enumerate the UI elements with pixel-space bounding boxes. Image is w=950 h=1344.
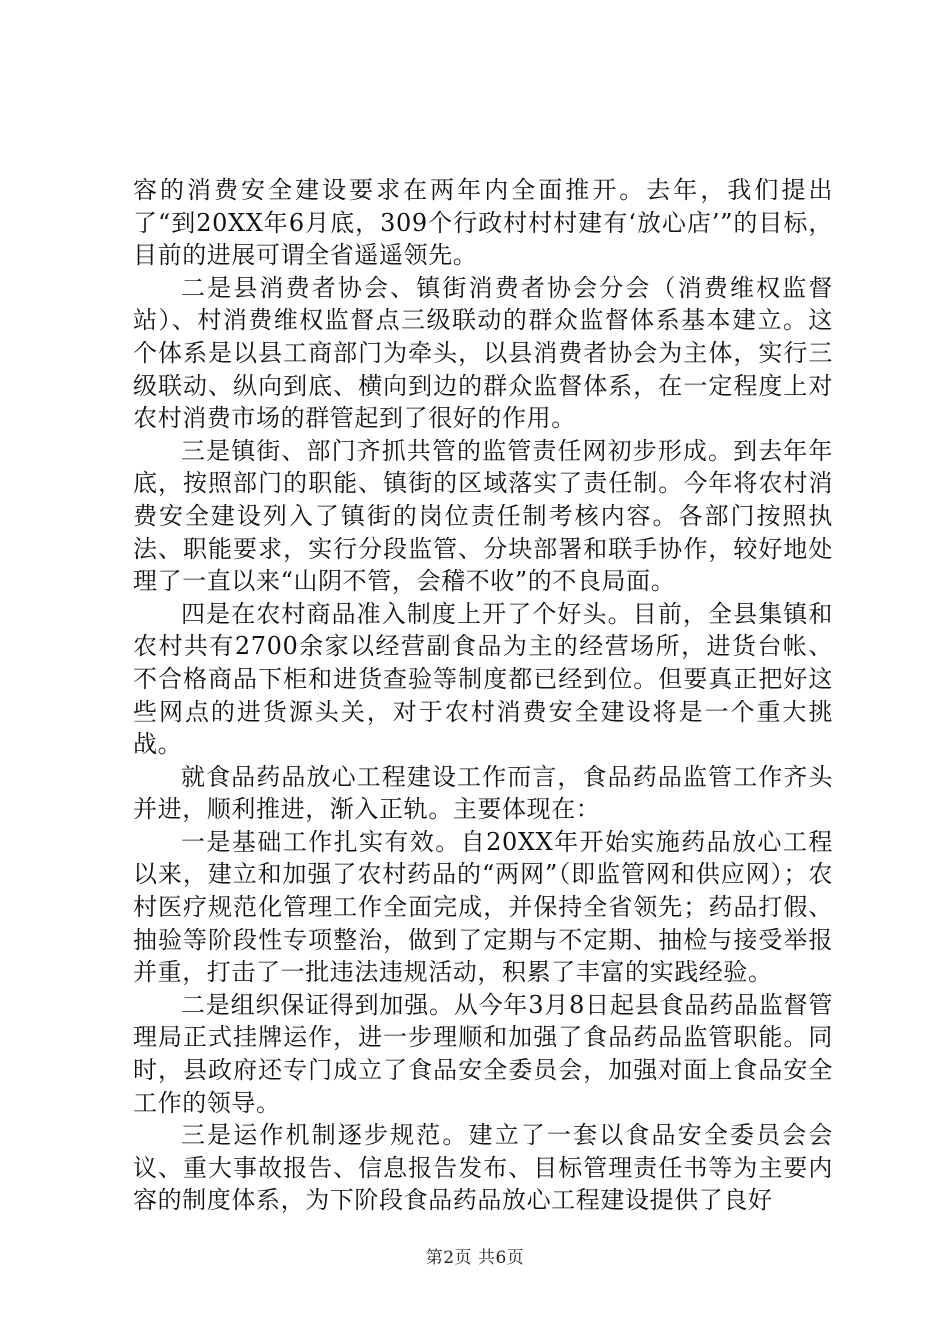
page-number-footer: 第2页 共6页 bbox=[425, 1248, 525, 1268]
document-body bbox=[133, 174, 833, 1217]
paragraph-organization: 二是组织保证得到加强。从今年3月8日起县食品药品监督管理局正式挂牌运作，进一步理顺和加强了食品药品监管职能。同时，县政府还专门成立了食品安全委员会，加强对面上食品安全工作的领导。 bbox=[133, 990, 833, 1117]
paragraph-food-drug-intro: 就食品药品放心工程建设工作而言，食品药品监管工作齐头并进，顺利推进，渐入正轨。主要体现在： bbox=[133, 762, 833, 824]
paragraph-basic-work: 一是基础工作扎实有效。自20XX年开始实施药品放心工程以来，建立和加强了农村药品的“两网”（即监管网和供应网）；农村医疗规范化管理工作全面完成，并保持全省领先；药品打假、抽验等阶段性专项整治，做到了定期与不定期、抽检与接受举报并重，打击了一批违法违规活动，积累了丰富的实践经验。 bbox=[133, 827, 833, 987]
paragraph-consumer-supervision: 二是县消费者协会、镇街消费者协会分会（消费维权监督站）、村消费维权监督点三级联动的群众监督体系基本建立。这个体系是以县工商部门为牵头，以县消费者协会为主体，实行三级联动、纵向到底、横向到边的群众监督体系，在一定程度上对农村消费市场的群管起到了很好的作用。 bbox=[133, 273, 833, 433]
paragraph-responsibility-network: 三是镇街、部门齐抓共管的监管责任网初步形成。到去年年底，按照部门的职能、镇街的区域落实了责任制。今年将农村消费安全建设列入了镇街的岗位责任制考核内容。各部门按照执法、职能要求，实行分段监管、分块部署和联手协作，较好地处理了一直以来“山阴不管，会稽不收”的不良局面。 bbox=[133, 436, 833, 596]
paragraph-mechanism: 三是运作机制逐步规范。建立了一套以食品安全委员会会议、重大事故报告、信息报告发布、目标管理责任书等为主要内容的制度体系，为下阶段食品药品放心工程建设提供了良好 bbox=[133, 1121, 833, 1215]
paragraph-market-access: 四是在农村商品准入制度上开了个好头。目前，全县集镇和农村共有2700余家以经营副食品为主的经营场所，进货台帐、不合格商品下柜和进货查验等制度都已经到位。但要真正把好这些网点的进货源头关，对于农村消费安全建设将是一个重大挑战。 bbox=[133, 599, 833, 759]
paragraph-continuation: 容的消费安全建设要求在两年内全面推开。去年，我们提出了“到20XX年6月底，309个行政村村村建有‘放心店’”的目标，目前的进展可谓全省遥遥领先。 bbox=[133, 176, 833, 270]
